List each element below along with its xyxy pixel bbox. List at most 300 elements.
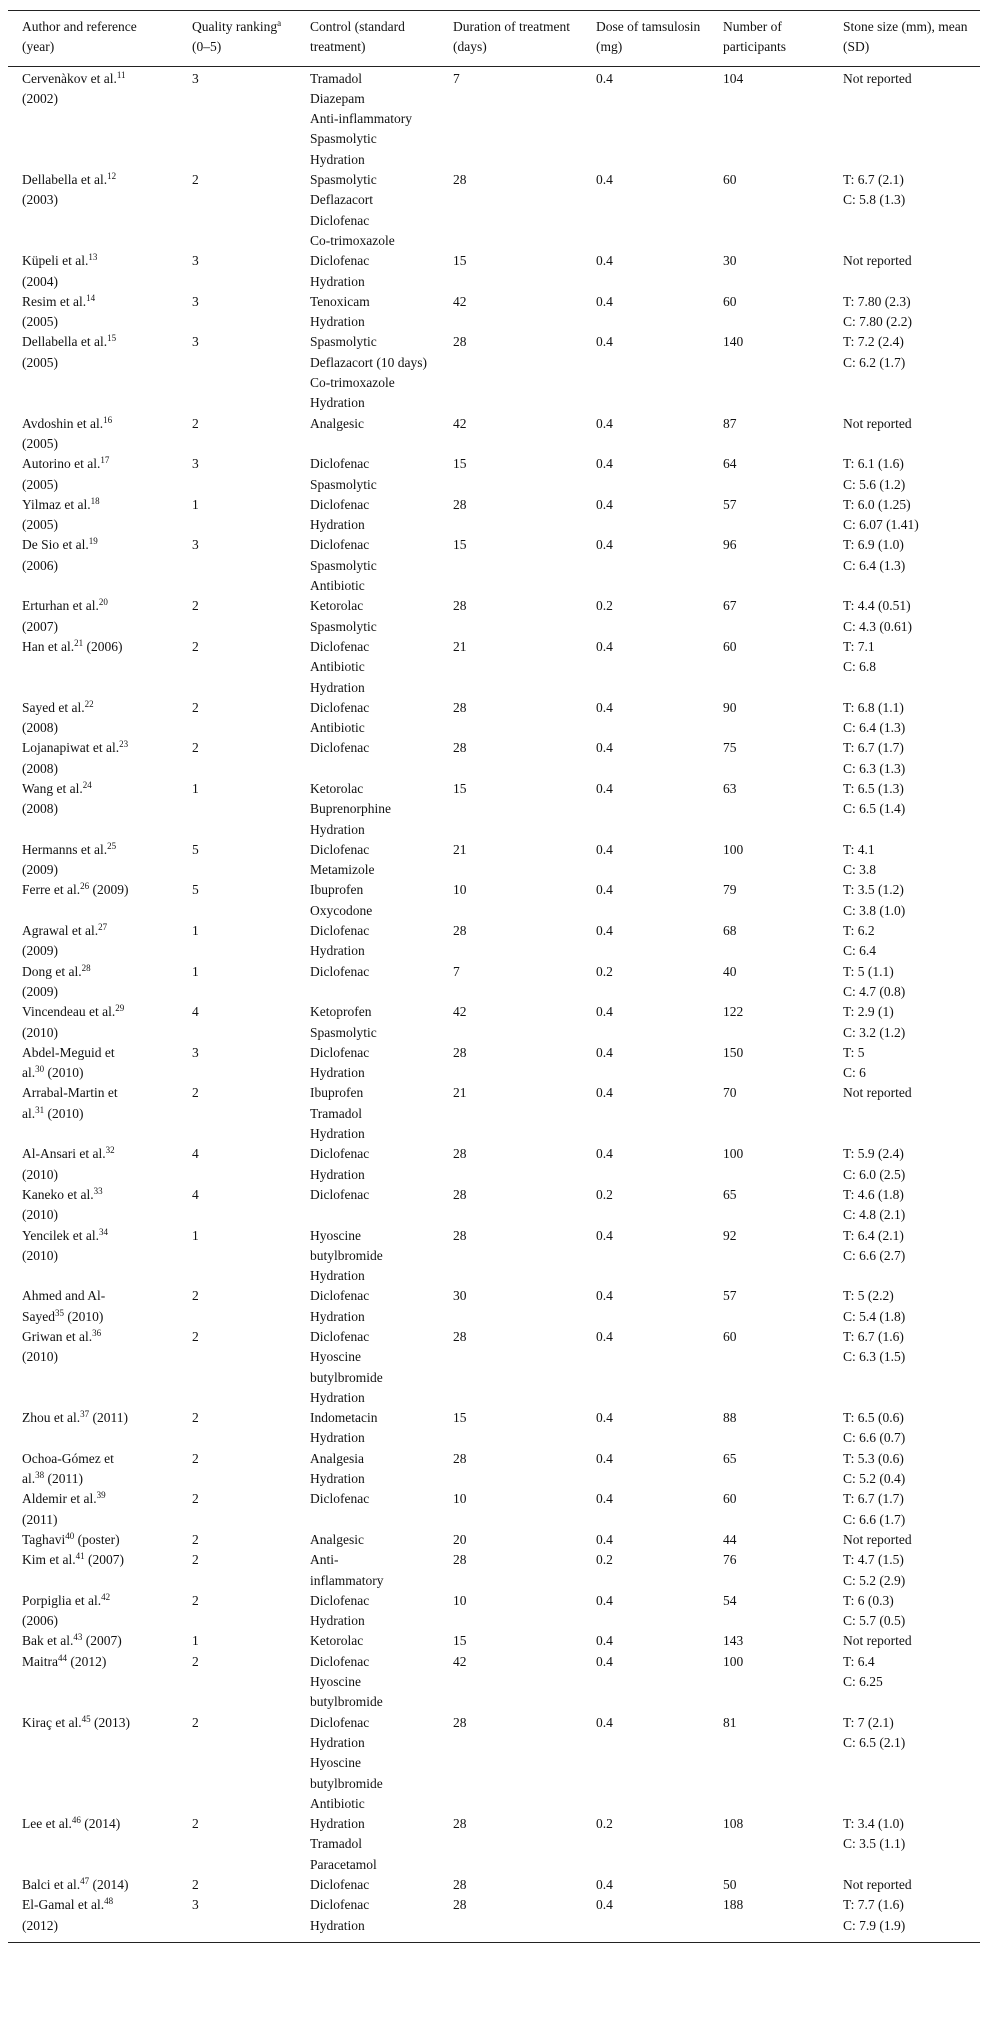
stone-size-cell [829, 738, 980, 779]
stone-size-value: C: 5.2 (2.9) [843, 1572, 906, 1588]
author-name: Porpiglia et al. [22, 1592, 102, 1608]
stone-size-cell [829, 1652, 980, 1713]
quality-cell: 2 [192, 740, 199, 756]
stone-size-cell [829, 1327, 980, 1408]
author-name: Agrawal et al. [22, 923, 99, 939]
author-cell [8, 1449, 178, 1490]
author-name: Cervenàkov et al. [22, 70, 117, 86]
author-cell [8, 535, 178, 596]
control-cell [296, 921, 439, 962]
stone-size-value: C: 6.6 (2.7) [843, 1247, 906, 1263]
reference-number: 31 [35, 1104, 45, 1115]
stone-size-value: C: 5.4 (1.8) [843, 1308, 906, 1324]
quality-cell: 5 [192, 841, 199, 857]
duration-cell: 15 [453, 780, 467, 796]
study-year: (2005) [22, 435, 58, 451]
control-cell [296, 292, 439, 333]
control-cell [296, 1286, 439, 1327]
author-name: Erturhan et al. [22, 598, 99, 614]
dose-cell: 0.2 [596, 1816, 613, 1832]
control-item: Hydration [310, 1308, 365, 1324]
reference-number: 26 [80, 881, 90, 892]
author-cell [8, 1530, 178, 1550]
table-body [8, 66, 980, 1942]
dose-cell: 0.4 [596, 456, 613, 472]
stone-size-cell [829, 1002, 980, 1043]
study-year: (2005) [22, 354, 58, 370]
author-name: Taghavi [22, 1531, 66, 1547]
stone-size-value: C: 5.7 (0.5) [843, 1613, 906, 1629]
dose-cell: 0.4 [596, 1004, 613, 1020]
study-year: (2014) [84, 1816, 121, 1832]
stone-size-value: T: 5.3 (0.6) [843, 1450, 904, 1466]
control-cell [296, 840, 439, 881]
control-item: Diclofenac [310, 1653, 370, 1669]
reference-number: 11 [116, 69, 126, 80]
control-item: Diclofenac [310, 963, 370, 979]
author-cell [8, 880, 178, 921]
stone-size-value: T: 6.8 (1.1) [843, 699, 904, 715]
control-item: Deflazacort (10 days) [310, 354, 427, 370]
reference-number: 13 [88, 252, 98, 263]
quality-cell: 2 [192, 1329, 199, 1344]
dose-cell: 0.4 [596, 1329, 613, 1344]
stone-size-value: Not reported [843, 1877, 912, 1893]
control-item: Spasmolytic [310, 1024, 377, 1040]
author-name: Al-Ansari et al. [22, 1146, 106, 1162]
study-year: (2012) [22, 1917, 58, 1933]
author-cell [8, 332, 178, 413]
quality-cell: 2 [192, 1877, 199, 1893]
author-cell [8, 1286, 178, 1327]
author-name-part: Ochoa-Gómez et [22, 1450, 114, 1466]
control-item: Hydration [310, 1816, 365, 1832]
control-item: butylbromide [310, 1775, 383, 1791]
stone-size-cell [829, 779, 980, 840]
dose-cell: 0.4 [596, 1491, 613, 1507]
reference-number: 33 [93, 1185, 103, 1196]
participants-cell: 63 [723, 780, 737, 796]
stone-size-value: Not reported [843, 70, 912, 86]
control-item: Anti- [310, 1552, 339, 1568]
author-name: Dellabella et al. [22, 172, 108, 188]
stone-size-value: T: 7 (2.1) [843, 1714, 894, 1730]
participants-cell: 50 [723, 1877, 737, 1893]
control-item: Diclofenac [310, 496, 370, 512]
dose-cell: 0.4 [596, 1410, 613, 1426]
control-item: Hydration [310, 151, 365, 167]
table-row [8, 880, 980, 921]
stone-size-cell [829, 1530, 980, 1550]
stone-size-value: C: 6.0 (2.5) [843, 1166, 906, 1182]
dose-cell: 0.4 [596, 1227, 613, 1243]
control-item: Hydration [310, 273, 365, 289]
duration-cell: 28 [453, 1552, 467, 1568]
author-cell [8, 1226, 178, 1287]
control-item: Diclofenac [310, 456, 370, 472]
stone-size-cell [829, 1408, 980, 1449]
stone-size-value: T: 5 (2.2) [843, 1288, 894, 1304]
stone-size-cell [829, 1226, 980, 1287]
control-item: Diclofenac [310, 841, 370, 857]
stone-size-cell [829, 170, 980, 251]
study-year: (2002) [22, 90, 58, 106]
control-item: Diclofenac [310, 1146, 370, 1162]
study-year: (2008) [22, 801, 58, 817]
control-item: Tramadol [310, 70, 363, 86]
study-year: (2014) [92, 1877, 129, 1893]
stone-size-value: C: 6.3 (1.5) [843, 1349, 906, 1365]
quality-cell: 1 [192, 963, 199, 979]
control-item: Diclofenac [310, 1186, 370, 1202]
dose-cell: 0.4 [596, 740, 613, 756]
control-cell [296, 251, 439, 292]
participants-cell: 100 [723, 1146, 744, 1162]
duration-cell: 15 [453, 1410, 467, 1426]
control-item: Anti-inflammatory [310, 111, 412, 127]
dose-cell: 0.4 [596, 1450, 613, 1466]
control-item: Antibiotic [310, 1795, 365, 1811]
control-item: Diclofenac [310, 212, 370, 228]
dose-cell: 0.4 [596, 1633, 613, 1649]
control-item: Spasmolytic [310, 131, 377, 147]
table-row [8, 66, 980, 170]
reference-number: 19 [88, 536, 98, 547]
control-cell [296, 1083, 439, 1144]
dose-cell: 0.4 [596, 923, 613, 939]
author-name: Lee et al. [22, 1816, 72, 1832]
stone-size-value: T: 6.0 (1.25) [843, 496, 911, 512]
stone-size-value: C: 4.8 (2.1) [843, 1207, 906, 1223]
author-cell [8, 1083, 178, 1144]
stone-size-value: C: 6.07 (1.41) [843, 517, 919, 533]
author-name: Autorino et al. [22, 456, 101, 472]
control-item: Hydration [310, 821, 365, 837]
control-cell [296, 1408, 439, 1449]
author-cell [8, 1489, 178, 1530]
participants-cell: 122 [723, 1004, 744, 1020]
reference-number: 47 [80, 1876, 90, 1887]
participants-cell: 60 [723, 638, 737, 654]
control-item: Ketorolac [310, 1633, 364, 1649]
stone-size-value: C: 6.6 (1.7) [843, 1511, 906, 1527]
quality-cell: 2 [192, 415, 199, 431]
study-year: (2005) [22, 517, 58, 533]
table-row [8, 495, 980, 536]
participants-cell: 65 [723, 1186, 737, 1202]
reference-number: 22 [84, 698, 94, 709]
dose-cell: 0.4 [596, 537, 613, 553]
control-cell [296, 1226, 439, 1287]
control-cell [296, 1002, 439, 1043]
control-cell [296, 738, 439, 779]
stone-size-value: C: 6.5 (1.4) [843, 801, 906, 817]
control-cell [296, 1530, 439, 1550]
reference-number: 21 [74, 637, 84, 648]
quality-cell: 1 [192, 780, 199, 796]
author-name: Dellabella et al. [22, 334, 108, 350]
duration-cell: 15 [453, 253, 467, 269]
table-row [8, 170, 980, 251]
author-name-part: Arrabal-Martin et [22, 1085, 118, 1101]
duration-cell: 28 [453, 1186, 467, 1202]
control-item: Buprenorphine [310, 801, 391, 817]
duration-cell: 28 [453, 1329, 467, 1344]
stone-size-value: T: 6.7 (2.1) [843, 172, 904, 188]
quality-cell: 2 [192, 1592, 199, 1608]
quality-cell: 3 [192, 253, 199, 269]
stone-size-cell [829, 292, 980, 333]
author-name: Aldemir et al. [22, 1491, 97, 1507]
quality-cell: 2 [192, 699, 199, 715]
control-item: Spasmolytic [310, 618, 377, 634]
control-item: Indometacin [310, 1410, 378, 1426]
author-cell [8, 1631, 178, 1651]
control-item: butylbromide [310, 1247, 383, 1263]
author-name: De Sio et al. [22, 537, 89, 553]
reference-number: 44 [58, 1652, 67, 1663]
table-row [8, 1530, 980, 1550]
control-item: butylbromide [310, 1369, 383, 1385]
duration-cell: 28 [453, 1816, 467, 1832]
control-cell [296, 596, 439, 637]
table-header [8, 11, 980, 67]
stone-size-value: T: 6.7 (1.7) [843, 1491, 904, 1507]
participants-cell: 64 [723, 456, 737, 472]
table-row [8, 1327, 980, 1408]
participants-cell: 87 [723, 415, 737, 431]
table-row [8, 1286, 980, 1327]
study-year: (2009) [92, 882, 129, 898]
stone-size-value: T: 6.4 [843, 1653, 875, 1669]
author-name: Kaneko et al. [22, 1186, 94, 1202]
participants-cell: 96 [723, 537, 737, 553]
quality-cell: 1 [192, 1633, 199, 1649]
stone-size-cell [829, 1591, 980, 1632]
table-row [8, 1652, 980, 1713]
stone-size-value: C: 6.5 (2.1) [843, 1734, 906, 1750]
reference-number: 37 [80, 1409, 90, 1420]
table-row [8, 698, 980, 739]
stone-size-cell [829, 1185, 980, 1226]
author-cell [8, 1895, 178, 1942]
stone-size-cell [829, 1286, 980, 1327]
participants-cell: 75 [723, 740, 737, 756]
control-item: Diazepam [310, 90, 365, 106]
participants-cell: 90 [723, 699, 737, 715]
duration-cell: 7 [453, 70, 460, 86]
reference-number: 34 [99, 1226, 108, 1237]
stone-size-value: T: 7.80 (2.3) [843, 293, 911, 309]
author-cell [8, 1875, 178, 1895]
duration-cell: 28 [453, 334, 467, 350]
duration-cell: 28 [453, 496, 467, 512]
control-cell [296, 1895, 439, 1942]
study-year: (2005) [22, 476, 58, 492]
quality-cell: 5 [192, 882, 199, 898]
author-cell [8, 1550, 178, 1591]
author-name-part: al. [22, 1105, 36, 1121]
reference-number: 42 [101, 1591, 111, 1602]
stone-size-cell [829, 535, 980, 596]
header-duration: Duration of treatment (days) [439, 11, 582, 67]
study-year: (poster) [77, 1531, 120, 1547]
duration-cell: 42 [453, 1653, 467, 1669]
table-row [8, 414, 980, 455]
reference-number: 41 [75, 1551, 85, 1562]
dose-cell: 0.4 [596, 334, 613, 350]
participants-cell: 79 [723, 882, 737, 898]
dose-cell: 0.4 [596, 841, 613, 857]
control-item: inflammatory [310, 1572, 384, 1588]
stone-size-value: C: 4.3 (0.61) [843, 618, 912, 634]
participants-cell: 57 [723, 496, 737, 512]
control-item: Hyoscine [310, 1227, 361, 1243]
study-year: (2010) [22, 1207, 58, 1223]
study-year: (2007) [88, 1552, 124, 1568]
dose-cell: 0.4 [596, 253, 613, 269]
stone-size-value: T: 5.9 (2.4) [843, 1146, 904, 1162]
duration-cell: 42 [453, 415, 467, 431]
control-item: Ketorolac [310, 598, 364, 614]
dose-cell: 0.4 [596, 1531, 613, 1547]
control-item: Spasmolytic [310, 172, 377, 188]
control-item: butylbromide [310, 1694, 383, 1710]
participants-cell: 92 [723, 1227, 737, 1243]
header-participants: Number of participants [709, 11, 829, 67]
stone-size-cell [829, 66, 980, 170]
control-item: Hydration [310, 1389, 365, 1405]
quality-cell: 3 [178, 1895, 296, 1942]
control-cell [296, 332, 439, 413]
control-item: Diclofenac [310, 1714, 370, 1730]
control-item: Hydration [310, 395, 365, 411]
stone-size-value: C: 4.7 (0.8) [843, 983, 906, 999]
control-item: Antibiotic [310, 659, 365, 675]
control-item: Hyoscine [310, 1755, 361, 1771]
header-author: Author and reference (year) [8, 11, 178, 67]
dose-cell: 0.4 [596, 496, 613, 512]
dose-cell: 0.4 [596, 699, 613, 715]
table-row [8, 1591, 980, 1632]
participants-cell: 40 [723, 963, 737, 979]
author-name-part: Abdel-Meguid et [22, 1044, 115, 1060]
stone-size-cell [829, 1713, 980, 1814]
reference-number: 30 [35, 1064, 45, 1075]
reference-number: 28 [81, 962, 91, 973]
stone-size-cell [829, 637, 980, 698]
duration-cell: 28 [439, 1895, 582, 1942]
stone-size-value: Not reported [843, 1633, 912, 1649]
duration-cell: 28 [453, 740, 467, 756]
participants-cell: 104 [723, 70, 744, 86]
author-cell [8, 1144, 178, 1185]
duration-cell: 28 [453, 1044, 467, 1060]
control-cell [296, 535, 439, 596]
header-row [8, 11, 980, 67]
duration-cell: 7 [453, 963, 460, 979]
author-cell [8, 921, 178, 962]
stone-size-value: T: 6.1 (1.6) [843, 456, 904, 472]
control-cell [296, 1144, 439, 1185]
control-item: Co-trimoxazole [310, 232, 395, 248]
study-year: (2012) [70, 1653, 107, 1669]
study-year: (2006) [22, 1613, 58, 1629]
study-year: (2010) [47, 1065, 84, 1081]
control-item: Hydration [310, 1430, 365, 1446]
table-row [8, 1631, 980, 1651]
participants-cell: 150 [723, 1044, 744, 1060]
reference-number: 14 [86, 292, 96, 303]
duration-cell: 21 [453, 638, 467, 654]
author-cell [8, 454, 178, 495]
stone-size-value: Not reported [843, 253, 912, 269]
study-year: (2010) [22, 1024, 58, 1040]
dose-cell: 0.4 [596, 1044, 613, 1060]
stone-size-value: T: 5 (1.1) [843, 963, 894, 979]
quality-cell: 1 [192, 1227, 199, 1243]
author-cell [8, 1408, 178, 1449]
author-name-part: Sayed [22, 1308, 55, 1324]
table-row [8, 292, 980, 333]
table-row [8, 1895, 980, 1942]
table-row [8, 1713, 980, 1814]
author-cell [8, 779, 178, 840]
dose-cell: 0.4 [596, 415, 613, 431]
study-year: (2009) [22, 943, 58, 959]
author-name: Resim et al. [22, 293, 87, 309]
stone-size-cell [829, 1631, 980, 1651]
table-row [8, 779, 980, 840]
control-item: Ibuprofen [310, 882, 364, 898]
control-cell [296, 454, 439, 495]
control-item: Antibiotic [310, 720, 365, 736]
control-item: Spasmolytic [310, 476, 377, 492]
duration-cell: 42 [453, 293, 467, 309]
reference-number: 43 [73, 1632, 83, 1643]
control-item: Hyoscine [310, 1349, 361, 1365]
stone-size-value: C: 3.8 [843, 862, 877, 878]
author-name: Bak et al. [22, 1633, 74, 1649]
stone-size-cell [829, 698, 980, 739]
stone-size-value: C: 7.9 (1.9) [843, 1917, 906, 1933]
reference-number: 12 [107, 171, 117, 182]
table-row [8, 1185, 980, 1226]
studies-table [8, 10, 980, 1943]
control-item: Hydration [310, 679, 365, 695]
duration-cell: 42 [453, 1004, 467, 1020]
participants-cell: 68 [723, 923, 737, 939]
quality-cell: 3 [192, 334, 199, 350]
dose-cell: 0.2 [596, 598, 613, 614]
duration-cell: 10 [453, 882, 467, 898]
reference-number: 35 [55, 1307, 64, 1318]
participants-cell: 100 [723, 1653, 744, 1669]
dose-cell: 0.4 [596, 1146, 613, 1162]
control-item: Diclofenac [310, 1044, 370, 1060]
stone-size-value: Not reported [843, 415, 912, 431]
table-row [8, 332, 980, 413]
table-row [8, 1043, 980, 1084]
quality-cell: 4 [192, 1146, 199, 1162]
control-item: Hydration [310, 1268, 365, 1284]
stone-size-value: T: 7.2 (2.4) [843, 334, 904, 350]
stone-size-value: C: 7.80 (2.2) [843, 314, 912, 330]
duration-cell: 10 [453, 1592, 467, 1608]
control-item: Diclofenac [310, 537, 370, 553]
control-cell [296, 1713, 439, 1814]
stone-size-value: T: 4.1 [843, 841, 875, 857]
